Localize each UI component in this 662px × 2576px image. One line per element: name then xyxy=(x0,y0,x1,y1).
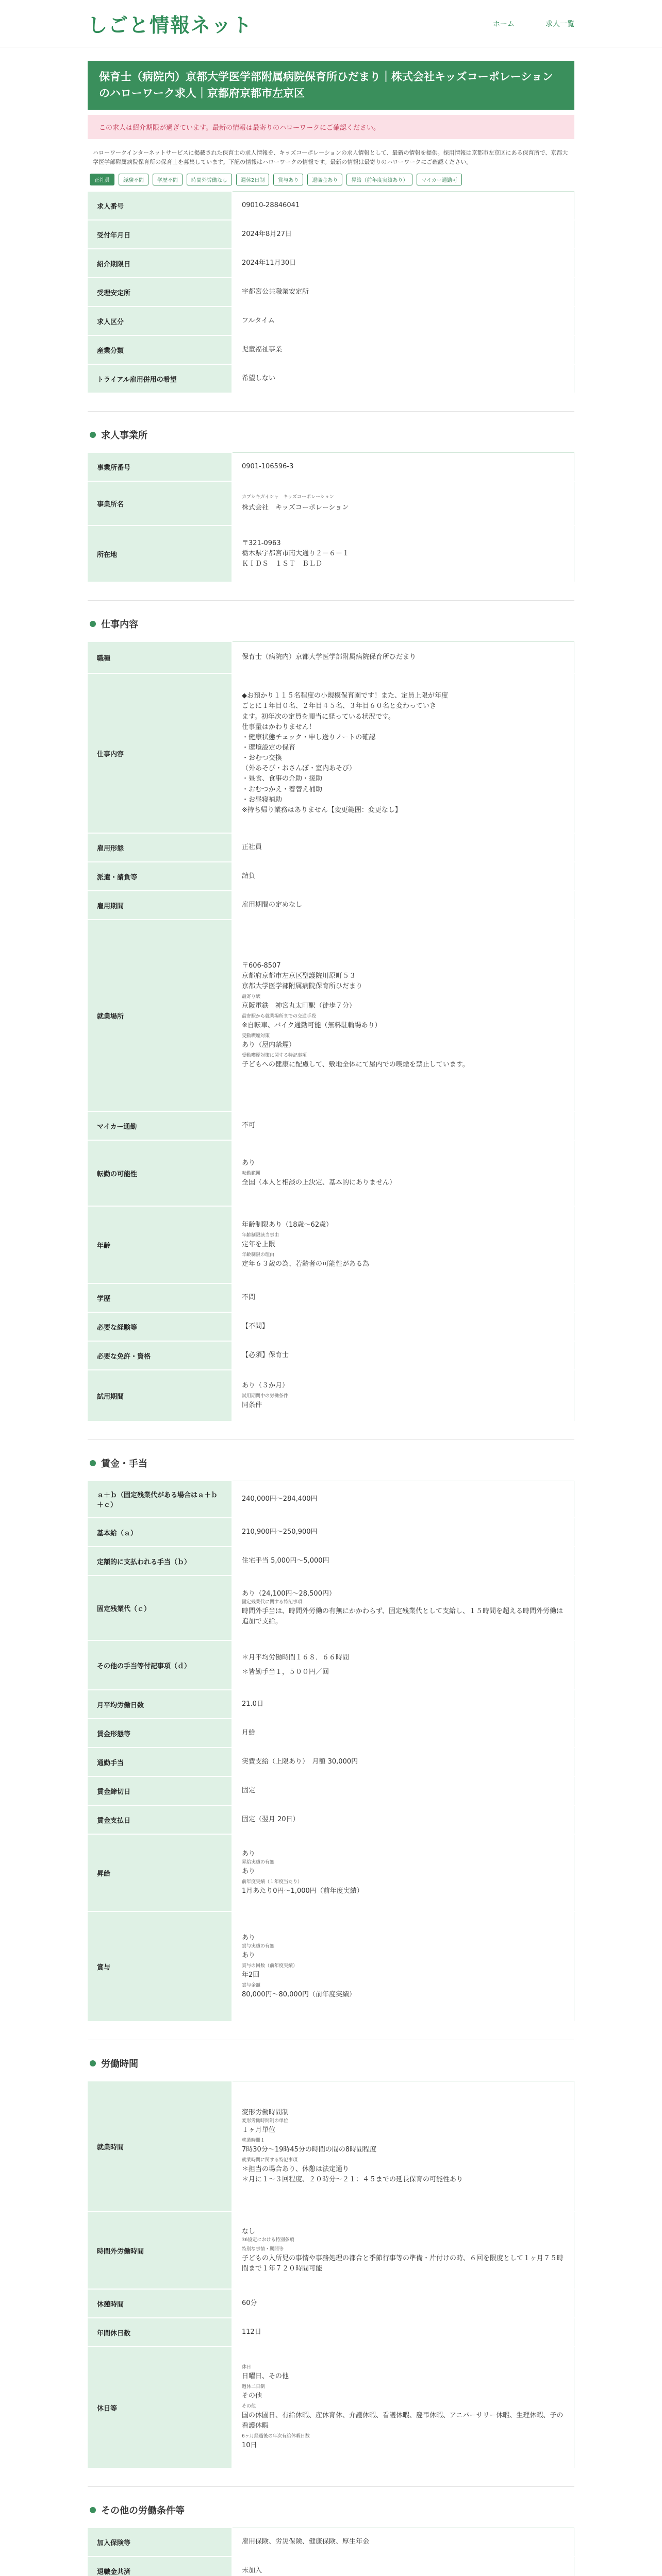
row-value: 同条件 xyxy=(242,1401,262,1410)
table-row xyxy=(88,2289,574,2318)
sub-label: 固定残業代に関する特記事項 xyxy=(242,1600,303,1605)
row-value: 定年６３歳の為、若齢者の可能性がある為 xyxy=(242,1260,370,1268)
row-label: 月平均労働日数 xyxy=(88,1690,232,1719)
table-row xyxy=(88,526,574,582)
row-value: 実費支給（上限あり） 月額 30,000円 xyxy=(232,1748,574,1776)
table-row xyxy=(88,307,574,335)
row-label: 職種 xyxy=(88,641,232,673)
sub-label: 受動喫煙対策 xyxy=(242,1033,270,1039)
sub-label: 転勤範囲 xyxy=(242,1171,261,1177)
section-divider xyxy=(88,600,574,601)
row-value: 【必須】保育士 xyxy=(232,1341,574,1370)
row-label: その他の手当等付記事項（ｄ） xyxy=(88,1640,232,1690)
sub-label: 36協定における特別条項 xyxy=(242,2238,294,2243)
row-value: 年2回 xyxy=(242,1971,260,1979)
sub-label: 昇給実績の有無 xyxy=(242,1860,275,1866)
nav-home-link[interactable]: ホーム xyxy=(493,20,515,28)
row-label: 年齢 xyxy=(88,1206,232,1283)
smoking-policy: あり（屋内禁煙） xyxy=(242,1041,296,1049)
sub-label: 就業時間１ xyxy=(242,2138,266,2143)
row-value: 1月あたり0円〜1,000円（前年度実績） xyxy=(242,1887,363,1895)
row-value: 不問 xyxy=(232,1283,574,1312)
intro-note: ハローワークインターネットサービスに掲載された保育士の求人情報を、キッズコーポレーションの求人情報として、最新の情報を提供。採用情報は京都市左京区にある保育所で、京都大学医学部附属病院保育所の保育士を募集しています。下記の情報はハローワークの情報です。最新の情報は最寄りのハローワークにご確認ください。 xyxy=(93,149,568,165)
row-label: 受理安定所 xyxy=(88,278,232,307)
sub-label: 年齢制限の理由 xyxy=(242,1252,275,1258)
row-value: 保育士（病院内）京都大学医学部附属病院保育所ひだまり xyxy=(232,641,574,673)
tag: 昇給（前年度実績あり） xyxy=(346,174,412,185)
section-title: 仕事内容 xyxy=(101,619,138,631)
wage-table xyxy=(88,1480,574,2022)
row-value: あり xyxy=(242,1934,256,1942)
table-row xyxy=(88,1481,574,1518)
row-label: 休日等 xyxy=(88,2347,232,2468)
raise-detail xyxy=(232,1834,574,1911)
expired-notice: この求人は紹介期限が過ぎています。最新の情報は最寄りのハローワークにご確認ください。 xyxy=(88,115,574,139)
row-label: 退職金共済 xyxy=(88,2556,232,2576)
table-row xyxy=(88,862,574,891)
tag: 正社員 xyxy=(90,174,114,185)
row-label: 事業所番号 xyxy=(88,452,232,481)
row-value: 【不問】 xyxy=(232,1312,574,1341)
sub-label: 年齢制限該当事由 xyxy=(242,1233,279,1239)
table-row xyxy=(88,1341,574,1370)
table-row xyxy=(88,452,574,481)
tag: 学歴不問 xyxy=(153,174,183,185)
section-title: その他の労働条件等 xyxy=(101,2505,185,2517)
row-value: 子どもの入所児の事情や事務処理の都合と季節行事等の準備・片付けの時、６回を限度として１ヶ月７５時間まで１年７２０時間可能 xyxy=(242,2255,564,2273)
row-value: あり（24,100円〜28,500円） xyxy=(242,1590,336,1598)
sub-label: 変形労働時間制の単位 xyxy=(242,2118,289,2124)
site-logo[interactable]: しごと情報ネット xyxy=(88,14,253,37)
desc-line: （外あそび・おさんぽ・室内あそび） xyxy=(242,765,356,773)
sub-label: 最寄駅から就業場所までの交通手段 xyxy=(242,1014,317,1020)
table-row xyxy=(88,2528,574,2556)
row-value: あり xyxy=(242,1868,256,1876)
row-label: マイカー通勤 xyxy=(88,1111,232,1140)
table-row xyxy=(88,891,574,920)
desc-line: ◆お預かり１１５名程度の小規模保育園です！また、定員上限が年度 xyxy=(242,692,448,700)
section-title: 賃金・手当 xyxy=(101,1459,147,1470)
company-table xyxy=(88,452,574,583)
table-row xyxy=(88,1206,574,1283)
desc-line: ・おむつかえ・着替え補助 xyxy=(242,785,323,793)
desc-line: ・おむつ交換 xyxy=(242,754,283,762)
tag: 時間外労働なし xyxy=(187,174,232,185)
table-row xyxy=(88,1575,574,1640)
section-divider xyxy=(88,411,574,412)
row-value: 21.0日 xyxy=(232,1690,574,1719)
desc-line: ます。初年次の定員を順当に経っている状況です。 xyxy=(242,713,395,721)
row-value: 雇用期間の定めなし xyxy=(232,891,574,920)
row-label: 基本給（ａ） xyxy=(88,1518,232,1547)
sub-label: 休日 xyxy=(242,2364,252,2370)
sub-label: 週休二日制 xyxy=(242,2384,266,2390)
fixed-overtime-detail xyxy=(232,1575,574,1640)
row-label: 賞与 xyxy=(88,1911,232,2022)
table-row xyxy=(88,833,574,862)
row-label: 定額的に支払われる手当（ｂ） xyxy=(88,1547,232,1575)
holiday-detail xyxy=(232,2347,574,2468)
row-label: 賃金締切日 xyxy=(88,1776,232,1805)
table-row xyxy=(88,335,574,364)
row-value: 2024年8月27日 xyxy=(232,220,574,249)
site-header xyxy=(0,0,662,47)
section-heading-hours xyxy=(88,2054,574,2073)
table-row xyxy=(88,1911,574,2022)
row-value: あり（３か月） xyxy=(242,1382,289,1390)
table-row xyxy=(88,1834,574,1911)
row-label: 年間休日数 xyxy=(88,2318,232,2347)
tag: 経験不問 xyxy=(119,174,148,185)
row-value: 60分 xyxy=(232,2289,574,2318)
row-value: 雇用保険、労災保険、健康保険、厚生年金 xyxy=(232,2528,574,2556)
row-value: 240,000円〜284,400円 xyxy=(232,1481,574,1518)
row-value: 年齢制限あり（18歳〜62歳） xyxy=(242,1221,333,1229)
basic-info-table xyxy=(88,191,574,394)
row-label: 時間外労働時間 xyxy=(88,2212,232,2289)
row-value: 時間外手当は、時間外労働の有無にかかわらず、固定残業代として支給し、１５時間を超える時間外労働は追加で支給。 xyxy=(242,1607,563,1626)
row-label: 受付年月日 xyxy=(88,220,232,249)
other-conditions-table xyxy=(88,2527,574,2576)
row-label: 所在地 xyxy=(88,526,232,582)
zip-code: 〒321-0963 xyxy=(242,539,281,547)
table-row xyxy=(88,673,574,833)
top-nav xyxy=(493,19,574,29)
age-detail xyxy=(232,1206,574,1283)
row-label: 事業所名 xyxy=(88,481,232,526)
row-value: 国の休園日、有給休暇、産休育休、介護休暇、看護休暇、慶弔休暇、アニバーサリー休暇、生理休暇、子の看護休暇 xyxy=(242,2412,564,2430)
table-row xyxy=(88,1312,574,1341)
company-name: 株式会社 キッズコーポレーション xyxy=(242,503,349,512)
address-line: 京都大学医学部附属病院保育所ひだまり xyxy=(242,982,363,991)
row-label: 賃金支払日 xyxy=(88,1805,232,1834)
table-row xyxy=(88,1640,574,1690)
bullet-icon xyxy=(90,621,96,627)
table-row xyxy=(88,2081,574,2212)
row-label: 休憩時間 xyxy=(88,2289,232,2318)
tag: 賞与あり xyxy=(273,174,303,185)
desc-line: 仕事量はかわりません！ xyxy=(242,723,316,731)
table-row xyxy=(88,220,574,249)
job-title: 保育士（病院内）京都大学医学部附属病院保育所ひだまり｜株式会社キッズコーポレーションのハローワーク求人｜京都府京都市左京区 xyxy=(88,61,574,110)
table-row xyxy=(88,1370,574,1421)
nav-job-list-link[interactable]: 求人一覧 xyxy=(545,20,574,28)
desc-line: ・健康状態チェック・申し送りノートの確認 xyxy=(242,733,376,741)
row-value: あり xyxy=(242,1952,256,1960)
row-value: 正社員 xyxy=(232,833,574,862)
desc-line: ・昼食、食事の介助・援助 xyxy=(242,775,323,783)
row-value: 7時30分〜19時45分の時間の間の8時間程度 xyxy=(242,2145,377,2154)
address-line: 京都府京都市左京区聖護院川原町５３ xyxy=(242,972,356,980)
sub-label: 賞与金額 xyxy=(242,1983,261,1989)
tag: マイカー通勤可 xyxy=(417,174,462,185)
row-value: ＊月に１〜３回程度、２０時分〜２１：４５までの延長保育の可能性あり xyxy=(242,2176,464,2184)
shift-detail xyxy=(232,2081,574,2212)
row-value: 112日 xyxy=(232,2318,574,2347)
table-row xyxy=(88,481,574,526)
company-name-kana: カブシキガイシャ キッズコーポレーション xyxy=(242,494,334,500)
row-label: 学歴 xyxy=(88,1283,232,1312)
sub-label: その他 xyxy=(242,2404,256,2410)
table-row xyxy=(88,641,574,673)
bullet-icon xyxy=(90,432,96,438)
bullet-icon xyxy=(90,1460,96,1466)
table-row xyxy=(88,1748,574,1776)
row-value: 10日 xyxy=(242,2442,257,2450)
table-row xyxy=(88,1719,574,1748)
row-label: 仕事内容 xyxy=(88,673,232,833)
section-heading-work xyxy=(88,614,574,634)
table-row xyxy=(88,2212,574,2289)
workplace-detail xyxy=(232,920,574,1111)
table-row xyxy=(88,1690,574,1719)
table-row xyxy=(88,2318,574,2347)
sub-label: 賞与実績の有無 xyxy=(242,1944,275,1950)
table-row xyxy=(88,1776,574,1805)
table-row xyxy=(88,1805,574,1834)
row-value: 210,900円〜250,900円 xyxy=(232,1518,574,1547)
section-heading-wage xyxy=(88,1453,574,1473)
tag: 週休2日制 xyxy=(236,174,269,185)
row-value: 定年を上限 xyxy=(242,1241,276,1249)
zip-code: 〒606-8507 xyxy=(242,961,281,970)
table-row xyxy=(88,2556,574,2576)
sub-label: 最寄り駅 xyxy=(242,994,261,1000)
desc-line: ※持ち帰り業務はありません【変更範囲：変更なし】 xyxy=(242,806,402,814)
sub-label: 賞与の回数（前年度実績） xyxy=(242,1963,298,1969)
sub-label: 前年度実績（１年度当たり） xyxy=(242,1879,303,1885)
row-value: 月給 xyxy=(232,1719,574,1748)
table-row xyxy=(88,920,574,1111)
row-value: あり xyxy=(242,1850,256,1858)
main-content xyxy=(88,61,574,2576)
row-label: 就業場所 xyxy=(88,920,232,1111)
row-label: 賃金形態等 xyxy=(88,1719,232,1748)
desc-line: ごとに１年目０名、２年目４５名、３年目６０名と変わっていき xyxy=(242,702,436,710)
work-table xyxy=(88,641,574,1422)
row-label: ａ＋ｂ（固定残業代がある場合はａ＋ｂ＋ｃ） xyxy=(88,1481,232,1518)
section-heading-company xyxy=(88,425,574,445)
row-value: ＊皆勤手当１，５００円／回 xyxy=(242,1668,329,1676)
sub-label: 受動喫煙対策に関する特記事項 xyxy=(242,1053,307,1059)
row-value: 請負 xyxy=(232,862,574,891)
row-value: 0901-106596-3 xyxy=(232,452,574,481)
row-value: 変形労働時間制 xyxy=(242,2108,289,2116)
sub-label: 就業時間に関する特記事項 xyxy=(242,2157,298,2163)
section-divider xyxy=(88,2486,574,2487)
row-label: 就業時間 xyxy=(88,2081,232,2212)
row-value: ＊月平均労働時間１６８．６６時間 xyxy=(242,1654,350,1662)
station: 京阪電鉄 神宮丸太町駅（徒歩７分） xyxy=(242,1002,356,1010)
row-value: 宇都宮公共職業安定所 xyxy=(232,278,574,307)
row-label: 紹介期限日 xyxy=(88,249,232,278)
bonus-detail xyxy=(232,1911,574,2022)
table-row xyxy=(88,278,574,307)
row-value: ＊担当の場合あり、休憩は法定通り xyxy=(242,2165,350,2173)
table-row xyxy=(88,249,574,278)
job-description xyxy=(232,673,574,833)
table-row xyxy=(88,1283,574,1312)
trial-detail xyxy=(232,1370,574,1421)
row-label: 固定残業代（ｃ） xyxy=(88,1575,232,1640)
row-value: その他 xyxy=(242,2392,262,2400)
row-label: 派遣・請負等 xyxy=(88,862,232,891)
row-label: 昇給 xyxy=(88,1834,232,1911)
tag: 退職金あり xyxy=(307,174,342,185)
desc-line: ・環境設定の保育 xyxy=(242,744,296,752)
address-line: ＫＩＤＳ １ＳＴ ＢＬＤ xyxy=(242,560,323,568)
row-value: フルタイム xyxy=(232,307,574,335)
row-value: 日曜日、その他 xyxy=(242,2372,289,2380)
table-row xyxy=(88,191,574,220)
row-label: 加入保険等 xyxy=(88,2528,232,2556)
row-label: 必要な経験等 xyxy=(88,1312,232,1341)
row-label: 転勤の可能性 xyxy=(88,1140,232,1206)
row-label: 必要な免許・資格 xyxy=(88,1341,232,1370)
row-label: トライアル雇用併用の希望 xyxy=(88,364,232,393)
section-heading-other xyxy=(88,2500,574,2520)
row-label: 通勤手当 xyxy=(88,1748,232,1776)
sub-label: 特別な事情・期間等 xyxy=(242,2247,284,2252)
table-row xyxy=(88,1547,574,1575)
smoking-note: 子どもへの健康に配慮して、敷地全体にて屋内での喫煙を禁止しています。 xyxy=(242,1061,469,1069)
row-label: 求人区分 xyxy=(88,307,232,335)
feature-tags xyxy=(88,171,574,191)
section-divider xyxy=(88,1439,574,1440)
row-value: 2024年11月30日 xyxy=(232,249,574,278)
table-row xyxy=(88,364,574,393)
table-row xyxy=(88,2347,574,2468)
row-value: 不可 xyxy=(232,1111,574,1140)
table-row xyxy=(88,1518,574,1547)
row-label: 産業分類 xyxy=(88,335,232,364)
hours-table xyxy=(88,2080,574,2469)
table-row xyxy=(88,1111,574,1140)
sub-label: 6ヶ月経過後の年次有給休暇日数 xyxy=(242,2434,310,2439)
overtime-detail xyxy=(232,2212,574,2289)
row-value: 希望しない xyxy=(232,364,574,393)
row-label: 雇用期間 xyxy=(88,891,232,920)
row-value: 固定（翌月 20日） xyxy=(232,1805,574,1834)
row-value: 固定 xyxy=(232,1776,574,1805)
row-label: 試用期間 xyxy=(88,1370,232,1421)
sub-label: 試用期間中の労働条件 xyxy=(242,1394,289,1399)
row-value: 住宅手当 5,000円〜5,000円 xyxy=(232,1547,574,1575)
row-value: 80,000円〜80,000円（前年度実績） xyxy=(242,1991,356,1999)
row-label: 求人番号 xyxy=(88,191,232,220)
bullet-icon xyxy=(90,2507,96,2513)
transfer-detail xyxy=(232,1140,574,1206)
row-value: 未加入 xyxy=(232,2556,574,2576)
section-title: 求人事業所 xyxy=(101,430,147,442)
row-value: １ヶ月単位 xyxy=(242,2126,276,2134)
address-line: 栃木県宇都宮市南大通り２－６－１ xyxy=(242,550,350,558)
row-value: 全国（本人と相談の上決定、基本的にありません） xyxy=(242,1179,396,1187)
table-row xyxy=(88,1140,574,1206)
row-value: なし xyxy=(242,2228,256,2236)
row-value: 児童福祉事業 xyxy=(232,335,574,364)
row-value: 09010-28846041 xyxy=(232,191,574,220)
desc-line: ・お昼寝補助 xyxy=(242,795,283,804)
section-title: 労働時間 xyxy=(101,2059,138,2070)
row-value: あり xyxy=(242,1159,256,1167)
row-label: 雇用形態 xyxy=(88,833,232,862)
other-allowance-detail xyxy=(232,1640,574,1690)
commute: ※自転車、バイク通勤可能（無料駐輪場あり） xyxy=(242,1022,382,1030)
bullet-icon xyxy=(90,2060,96,2066)
